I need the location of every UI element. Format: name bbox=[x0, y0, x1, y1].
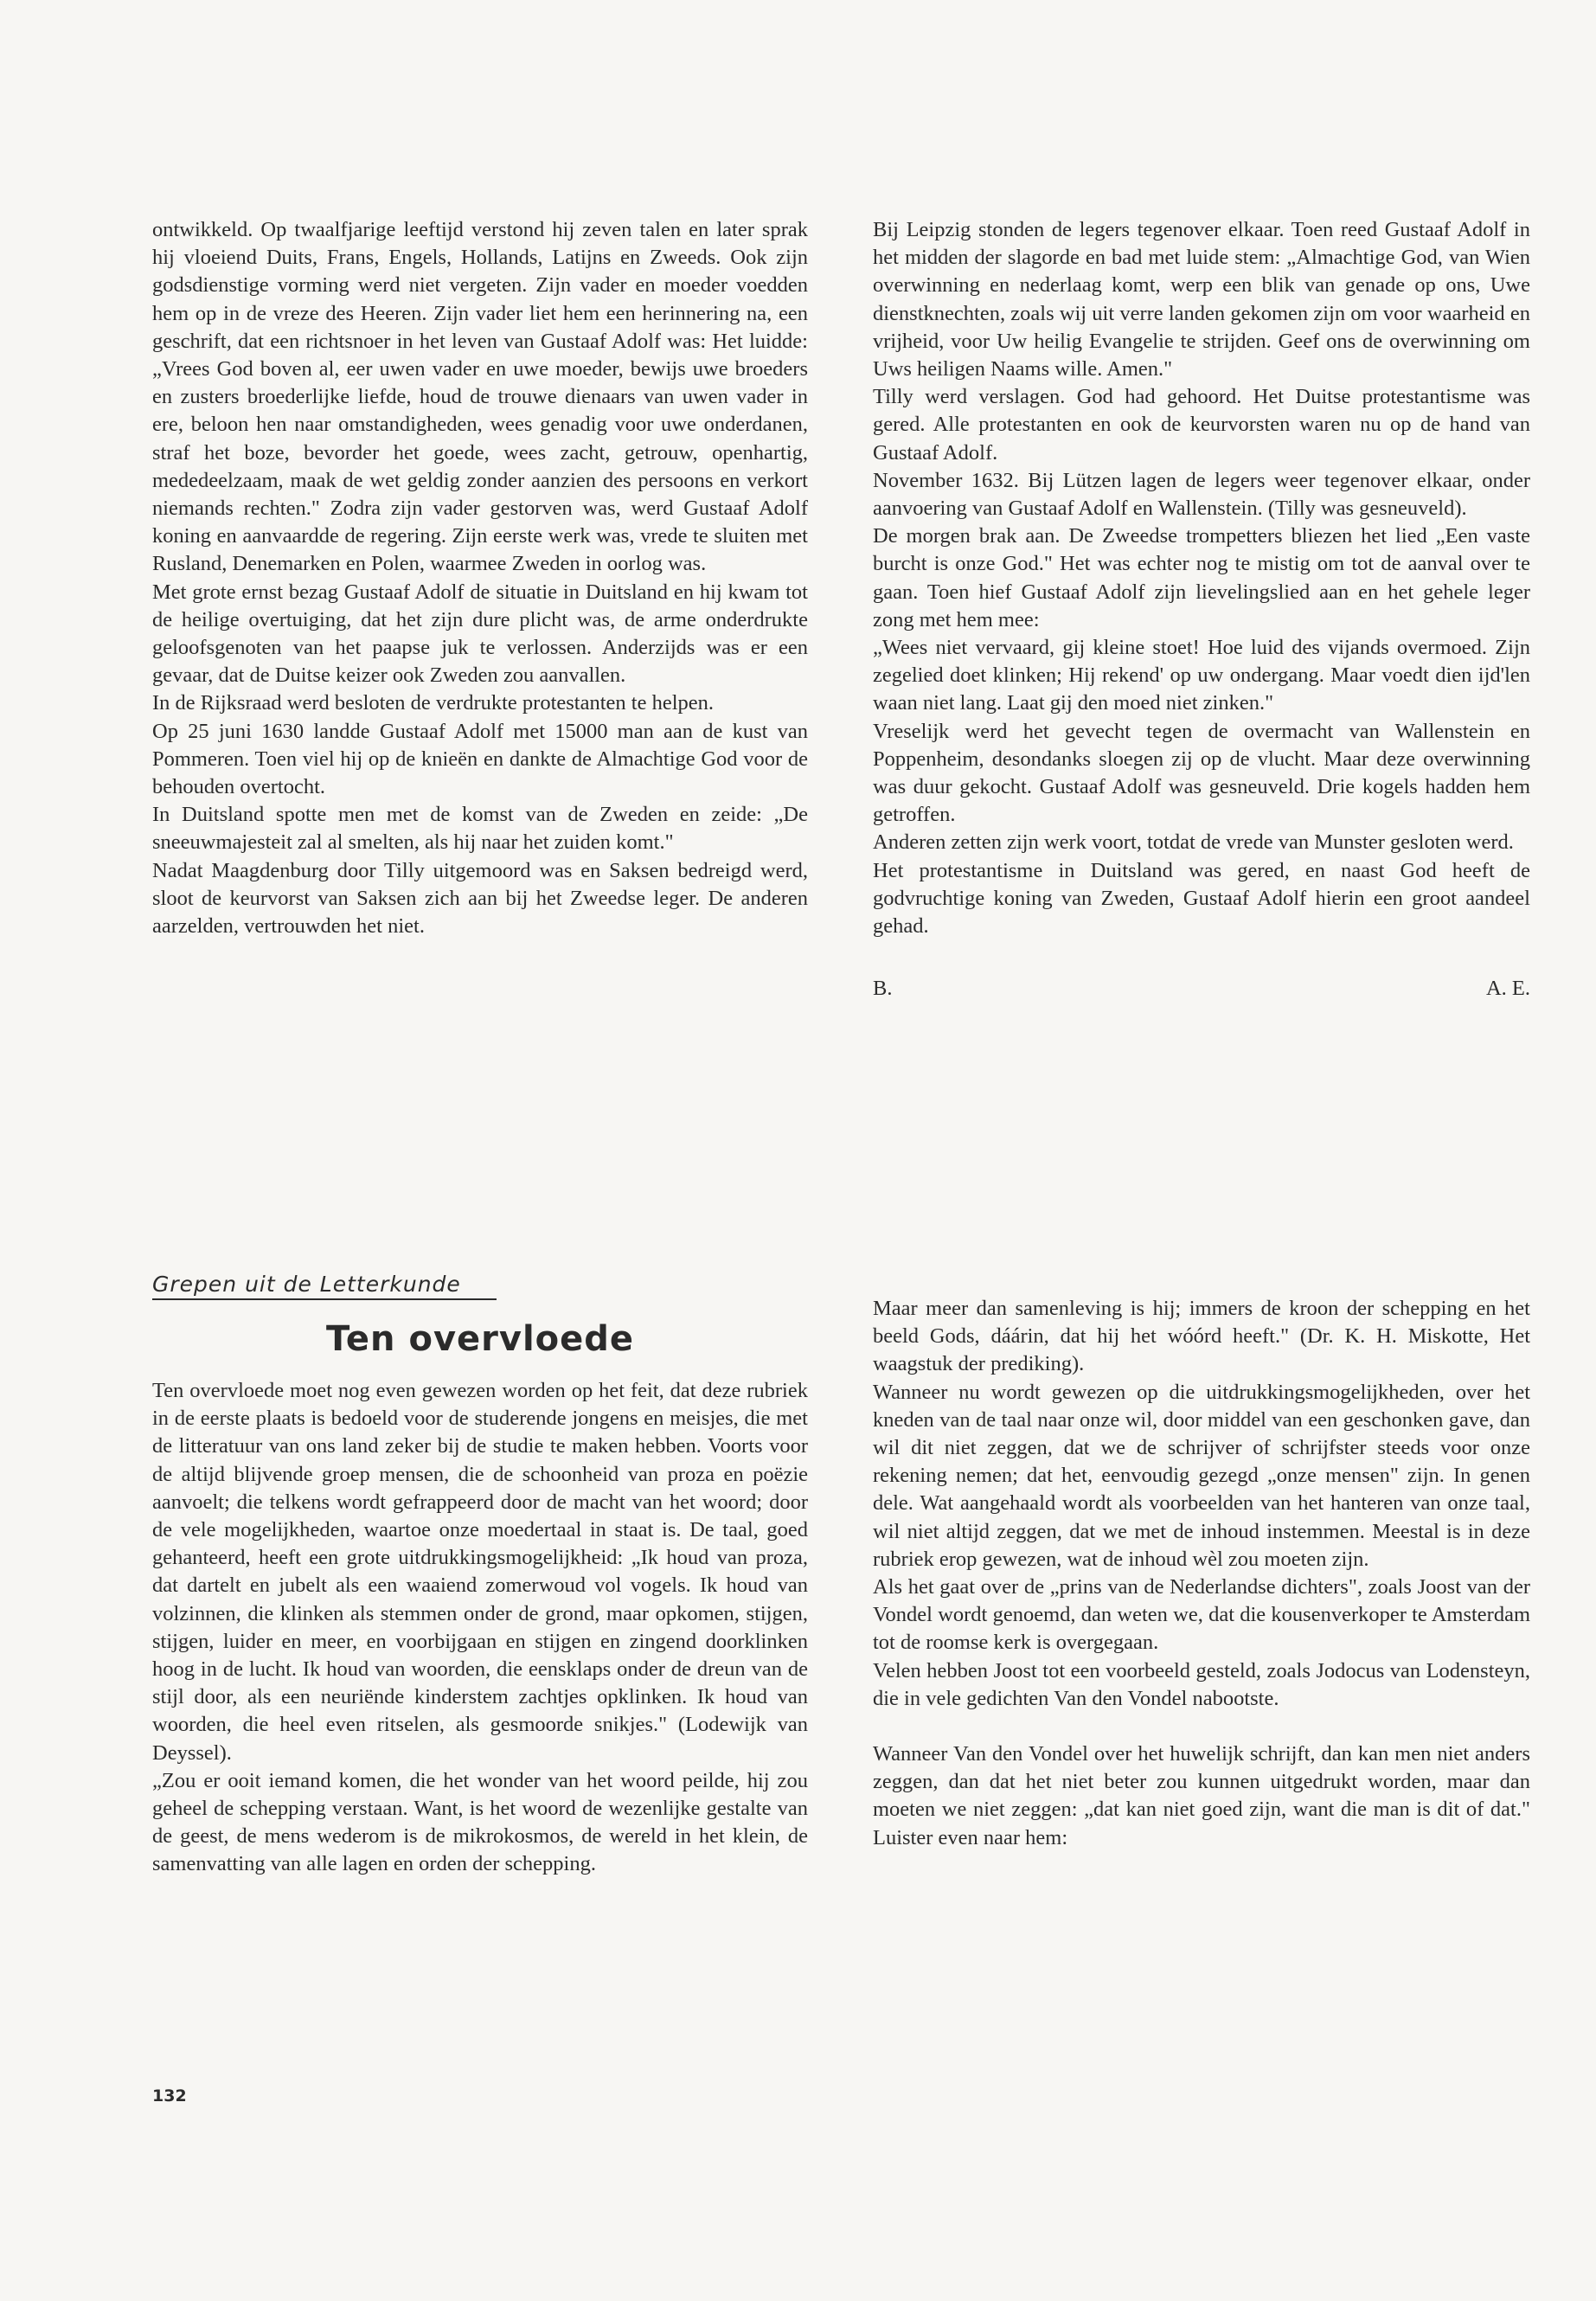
paragraph: Ten overvloede moet nog even gewezen worden op het feit, dat deze rubriek in de eerste plaats is bedoeld voor de studerende jongens en meisjes, die met de litteratuur van ons land zeker bij de studie te maken hebben. Voorts voor de altijd blijvende groep mensen, die de schoonheid van proza en poëzie aanvoelt; die telkens wordt gefrappeerd door de macht van het woord; door de vele mogelijkheden, waartoe onze moedertaal in staat is. De taal, goed gehanteerd, heeft een grote uitdrukkingsmogelijkheid: „Ik houd van proza, dat dartelt en jubelt als een waaiend zomerwoud vol vogels. Ik houd van volzinnen, die klinken als stemmen onder de grond, maar opkomen, stijgen, stijgen, luider en meer, en voorbijgaan en stijgen en zingend doorklinken hoog in de lucht. Ik houd van woorden, die eensklaps onder de dreun van de stijl door, als een neuriënde kinderstem zachtjes opklinken. Ik houd van woorden, die heel even ritselen, als gesmoorde snikjes." (Lodewijk van Deyssel). bbox=[152, 1379, 808, 1765]
paragraph: Bij Leipzig stonden de legers tegenover elkaar. Toen reed Gustaaf Adolf in het midden der slagorde en bad met luide stem: „Almachtige God, van Wien overwinning en nederlaag komt, werp een blik van genade op ons, Uwe dienstknechten, zoals wij uit verre landen gekomen zijn om voor waarheid en vrijheid, voor Uw heilig Evangelie te strijden. Geef ons de overwinning om Uws heiligen Naams wille. Amen." bbox=[873, 218, 1530, 381]
paragraph: Met grote ernst bezag Gustaaf Adolf de situatie in Duitsland en hij kwam tot de heilige overtuiging, dat het zijn dure plicht was, de arme onderdrukte geloofsgenoten van het paapse juk te verlossen. Anderzijds was er een gevaar, dat de Duitse keizer ook Zweden zou aanvallen. bbox=[152, 580, 808, 688]
section-label: Grepen uit de Letterkunde bbox=[152, 1272, 497, 1300]
paragraph: „Wees niet vervaard, gij kleine stoet! Hoe luid des vijands overmoed. Zijn zegelied doet klinken; Hij rekend' op uw ondergang. Maar voedt dien ijd'len waan niet lang. Laat gij den moed niet zinken." bbox=[873, 636, 1530, 715]
paragraph: Tilly werd verslagen. God had gehoord. Het Duitse protestantisme was gered. Alle protestanten en ook de keurvorsten waren nu op de hand van Gustaaf Adolf. bbox=[873, 385, 1530, 465]
paragraph: De morgen brak aan. De Zweedse trompetters bliezen het lied „Een vaste burcht is onze God." Het was echter nog te mistig om tot de aanval over te gaan. Toen hief Gustaaf Adolf zijn lievelingslied aan en het gehele leger zong met hem mee: bbox=[873, 524, 1530, 631]
paragraph: Op 25 juni 1630 landde Gustaaf Adolf met 15000 man aan de kust van Pommeren. Toen viel hij op de knieën en dankte de Almachtige God voor de behouden overtocht. bbox=[152, 719, 808, 799]
paragraph: Het protestantisme in Duitsland was gered, en naast God heeft de godvruchtige koning van Zweden, Gustaaf Adolf hierin een groot aandeel gehad. bbox=[873, 858, 1530, 939]
signature-line bbox=[873, 975, 1530, 1003]
column-top-left bbox=[152, 216, 808, 940]
paragraph: Velen hebben Joost tot een voorbeeld gesteld, zoals Jodocus van Lodensteyn, die in vele gedichten Van den Vondel nabootste. bbox=[873, 1658, 1530, 1710]
paragraph: ontwikkeld. Op twaalfjarige leeftijd verstond hij zeven talen en later sprak hij vloeiend Duits, Frans, Engels, Hollands, Latijns en Zweeds. Ook zijn godsdienstige vorming werd niet vergeten. Zijn vader en moeder voedden hem op in de vreze des Heeren. Zijn vader liet hem een herinnering na, een geschrift, dat een richtsnoer in het leven van Gustaaf Adolf was: Het luidde: „Vrees God boven al, eer uwen vader en uwe moeder, bewijs uwe broeders en zusters broederlijke liefde, houd de trouwe dienaars van uwen vader in ere, beloon hen naar omstandigheden, wees genadig voor uwe onderdanen, straf het boze, bevorder het goede, wees zacht, getrouw, openhartig, mededeelzaam, maak de wet geldig zonder aanzien des persoons en verkort niemands rechten." Zodra zijn vader gestorven was, werd Gustaaf Adolf koning en aanvaardde de regering. Zijn eerste werk was, vrede te sluiten met Rusland, Denemarken en Polen, waarmee Zweden in oorlog was. bbox=[152, 218, 808, 576]
column-top-right bbox=[873, 216, 1530, 1003]
page-number: 132 bbox=[152, 2086, 187, 2106]
paragraph: Wanneer nu wordt gewezen op die uitdrukkingsmogelijkheden, over het kneden van de taal naar onze wil, door middel van een geschonken gave, dan wil dit niet zeggen, dat we de schrijver of schrijfster steeds voor onze rekening nemen; dat het, eenvoudig gezegd „onze mensen" zijn. In genen dele. Wat aangehaald wordt als voorbeelden van het hanteren van onze taal, wil niet altijd zeggen, dat we met de inhoud instemmen. Meestal is in deze rubriek erop gewezen, wat de inhoud wèl zou moeten zijn. bbox=[873, 1380, 1530, 1571]
paragraph: Als het gaat over de „prins van de Nederlandse dichters", zoals Joost van der Vondel wordt genoemd, dan weten we, dat die kousenverkoper te Amsterdam tot de roomse kerk is overgegaan. bbox=[873, 1575, 1530, 1655]
paragraph: In de Rijksraad werd besloten de verdrukte protestanten te helpen. bbox=[152, 691, 715, 715]
paragraph: „Zou er ooit iemand komen, die het wonder van het woord peilde, hij zou geheel de schepping verstaan. Want, is het woord de wezenlijke gestalte van de geest, de mens wederom is de mikrokosmos, de wereld in het klein, de samenvatting van alle lagen en orden der schepping. bbox=[152, 1768, 808, 1876]
paragraph: Maar meer dan samenleving is hij; immers de kroon der schepping en het beeld Gods, dáárin, dat hij het wóórd heeft." (Dr. K. H. Miskotte, Het waagstuk der prediking). bbox=[873, 1297, 1530, 1376]
article-title: Ten overvloede bbox=[325, 1319, 635, 1359]
column-bottom-right bbox=[873, 1295, 1530, 1852]
paragraph: November 1632. Bij Lützen lagen de legers weer tegenover elkaar, onder aanvoering van Gustaaf Adolf en Wallenstein. (Tilly was gesneuveld). bbox=[873, 468, 1530, 521]
paragraph: Anderen zetten zijn werk voort, totdat de vrede van Munster gesloten werd. bbox=[873, 830, 1514, 855]
paragraph: Nadat Maagdenburg door Tilly uitgemoord was en Saksen bedreigd werd, sloot de keurvorst van Saksen zich aan bij het Zweedse leger. De anderen aarzelden, vertrouwden het niet. bbox=[152, 858, 808, 939]
paragraph: In Duitsland spotte men met de komst van de Zweden en zeide: „De sneeuwmajesteit zal al smelten, als hij naar het zuiden komt." bbox=[152, 803, 808, 855]
paragraph: Vreselijk werd het gevecht tegen de overmacht van Wallenstein en Poppenheim, desondanks sloegen zij op de vlucht. Maar deze overwinning was duur gekocht. Gustaaf Adolf was gesneuveld. Drie kogels hadden hem getroffen. bbox=[873, 719, 1530, 827]
column-bottom-left bbox=[152, 1377, 808, 1879]
signature-left: B. bbox=[873, 977, 893, 1001]
paragraph: Wanneer Van den Vondel over het huwelijk schrijft, dan kan men niet anders zeggen, dan dat het niet beter zou kunnen uitgedrukt worden, maar dan moeten we niet zeggen: „dat kan niet goed zijn, want die man is dit of dat." Luister even naar hem: bbox=[873, 1742, 1530, 1849]
signature-right: A. E. bbox=[1485, 977, 1530, 1001]
